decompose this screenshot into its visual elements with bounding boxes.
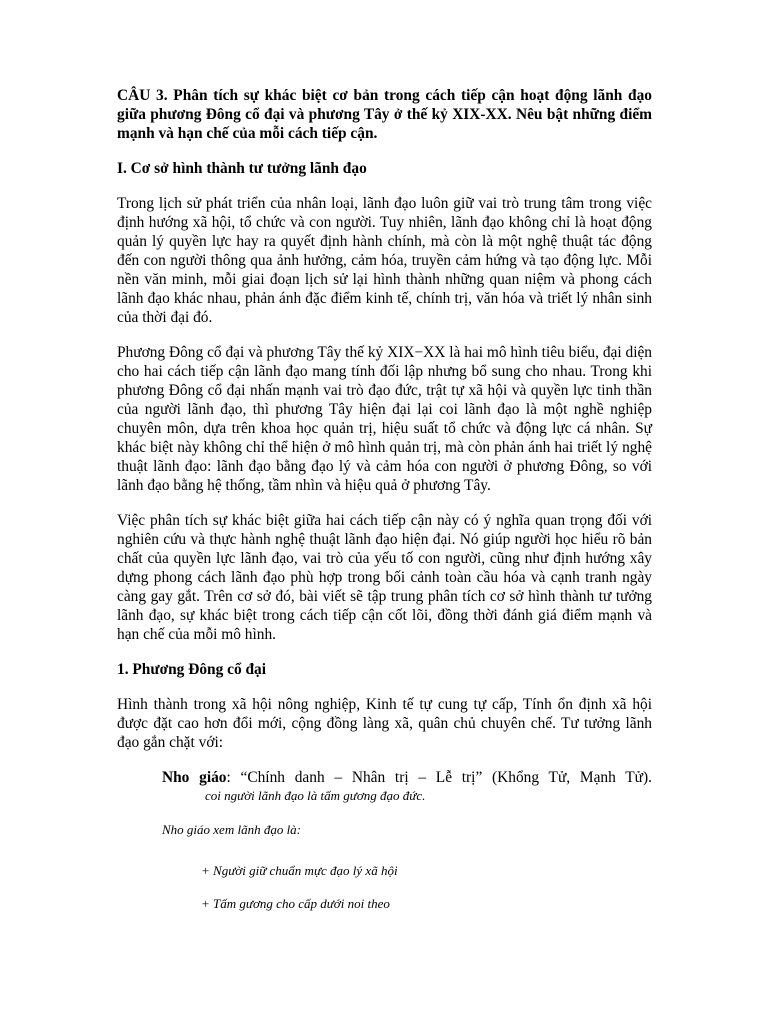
nho-giao-label: Nho giáo	[162, 769, 227, 786]
nho-giao-line	[162, 768, 652, 787]
bullet-item-1: + Người giữ chuẩn mực đạo lý xã hội	[201, 863, 398, 878]
subsection-heading: 1. Phương Đông cổ đại	[117, 661, 267, 678]
paragraph-1: Trong lịch sử phát triển của nhân loại, lãnh đạo luôn giữ vai trò trung tâm trong việc định hướng xã hội, tổ chức và con người. Tuy nhiên, lãnh đạo không chỉ là hoạt động quản lý quyền lực hay ra quyết định hành chính, mà còn là một nghệ thuật tác động đến con người thông qua ảnh hưởng, cảm hóa, truyền cảm hứng và tạo động lực. Mỗi nền văn minh, mỗi giai đoạn lịch sử lại hình thành những quan niệm và phong cách lãnh đạo khác nhau, phản ánh đặc điểm kinh tế, chính trị, văn hóa và triết lý nhân sinh của thời đại đó.	[117, 195, 652, 326]
nho-giao-view: Nho giáo xem lãnh đạo là:	[162, 822, 302, 837]
nho-giao-text: : “Chính danh – Nhân trị – Lễ trị” (Khổng Tử, Mạnh Tử).	[226, 769, 652, 786]
section-heading: I. Cơ sở hình thành tư tưởng lãnh đạo	[117, 160, 367, 177]
paragraph-2: Phương Đông cổ đại và phương Tây thế kỷ XIX−XX là hai mô hình tiêu biểu, đại diện cho hai cách tiếp cận lãnh đạo mang tính đối lập nhưng bổ sung cho nhau. Trong khi phương Đông cổ đại nhấn mạnh vai trò đạo đức, trật tự xã hội và quyền lực tinh thần của người lãnh đạo, thì phương Tây hiện đại lại coi lãnh đạo là một nghề nghiệp chuyên môn, dựa trên khoa học quản trị, hiệu suất tổ chức và động lực cá nhân. Sự khác biệt này không chỉ thể hiện ở mô hình quản trị, mà còn phản ánh hai triết lý nghệ thuật lãnh đạo: lãnh đạo bằng đạo lý và cảm hóa con người ở phương Đông, so với lãnh đạo bằng hệ thống, tầm nhìn và hiệu quả ở phương Tây.	[117, 344, 652, 494]
subsection-intro: Hình thành trong xã hội nông nghiệp, Kinh tế tự cung tự cấp, Tính ổn định xã hội được đặt cao hơn đổi mới, cộng đồng làng xã, quân chủ chuyên chế. Tư tưởng lãnh đạo gắn chặt với:	[117, 696, 652, 751]
question-title: CÂU 3. Phân tích sự khác biệt cơ bản trong cách tiếp cận hoạt động lãnh đạo giữa phương Đông cổ đại và phương Tây ở thế kỷ XIX-XX. Nêu bật những điểm mạnh và hạn chế của mỗi cách tiếp cận.	[117, 87, 652, 142]
nho-giao-block	[162, 768, 652, 804]
bullet-item-2: + Tấm gương cho cấp dưới noi theo	[201, 896, 390, 911]
document-page	[117, 86, 652, 912]
paragraph-3: Việc phân tích sự khác biệt giữa hai cách tiếp cận này có ý nghĩa quan trọng đối với nghiên cứu và thực hành nghệ thuật lãnh đạo hiện đại. Nó giúp người học hiểu rõ bản chất của quyền lực lãnh đạo, vai trò của yếu tố con người, cũng như định hướng xây dựng phong cách lãnh đạo phù hợp trong bối cảnh toàn cầu hóa và cạnh tranh ngày càng gay gắt. Trên cơ sở đó, bài viết sẽ tập trung phân tích cơ sở hình thành tư tưởng lãnh đạo, sự khác biệt trong cách tiếp cận cốt lõi, đồng thời đánh giá điểm mạnh và hạn chế của mỗi mô hình.	[117, 512, 652, 643]
nho-giao-sub: coi người lãnh đạo là tấm gương đạo đức.	[205, 788, 426, 803]
